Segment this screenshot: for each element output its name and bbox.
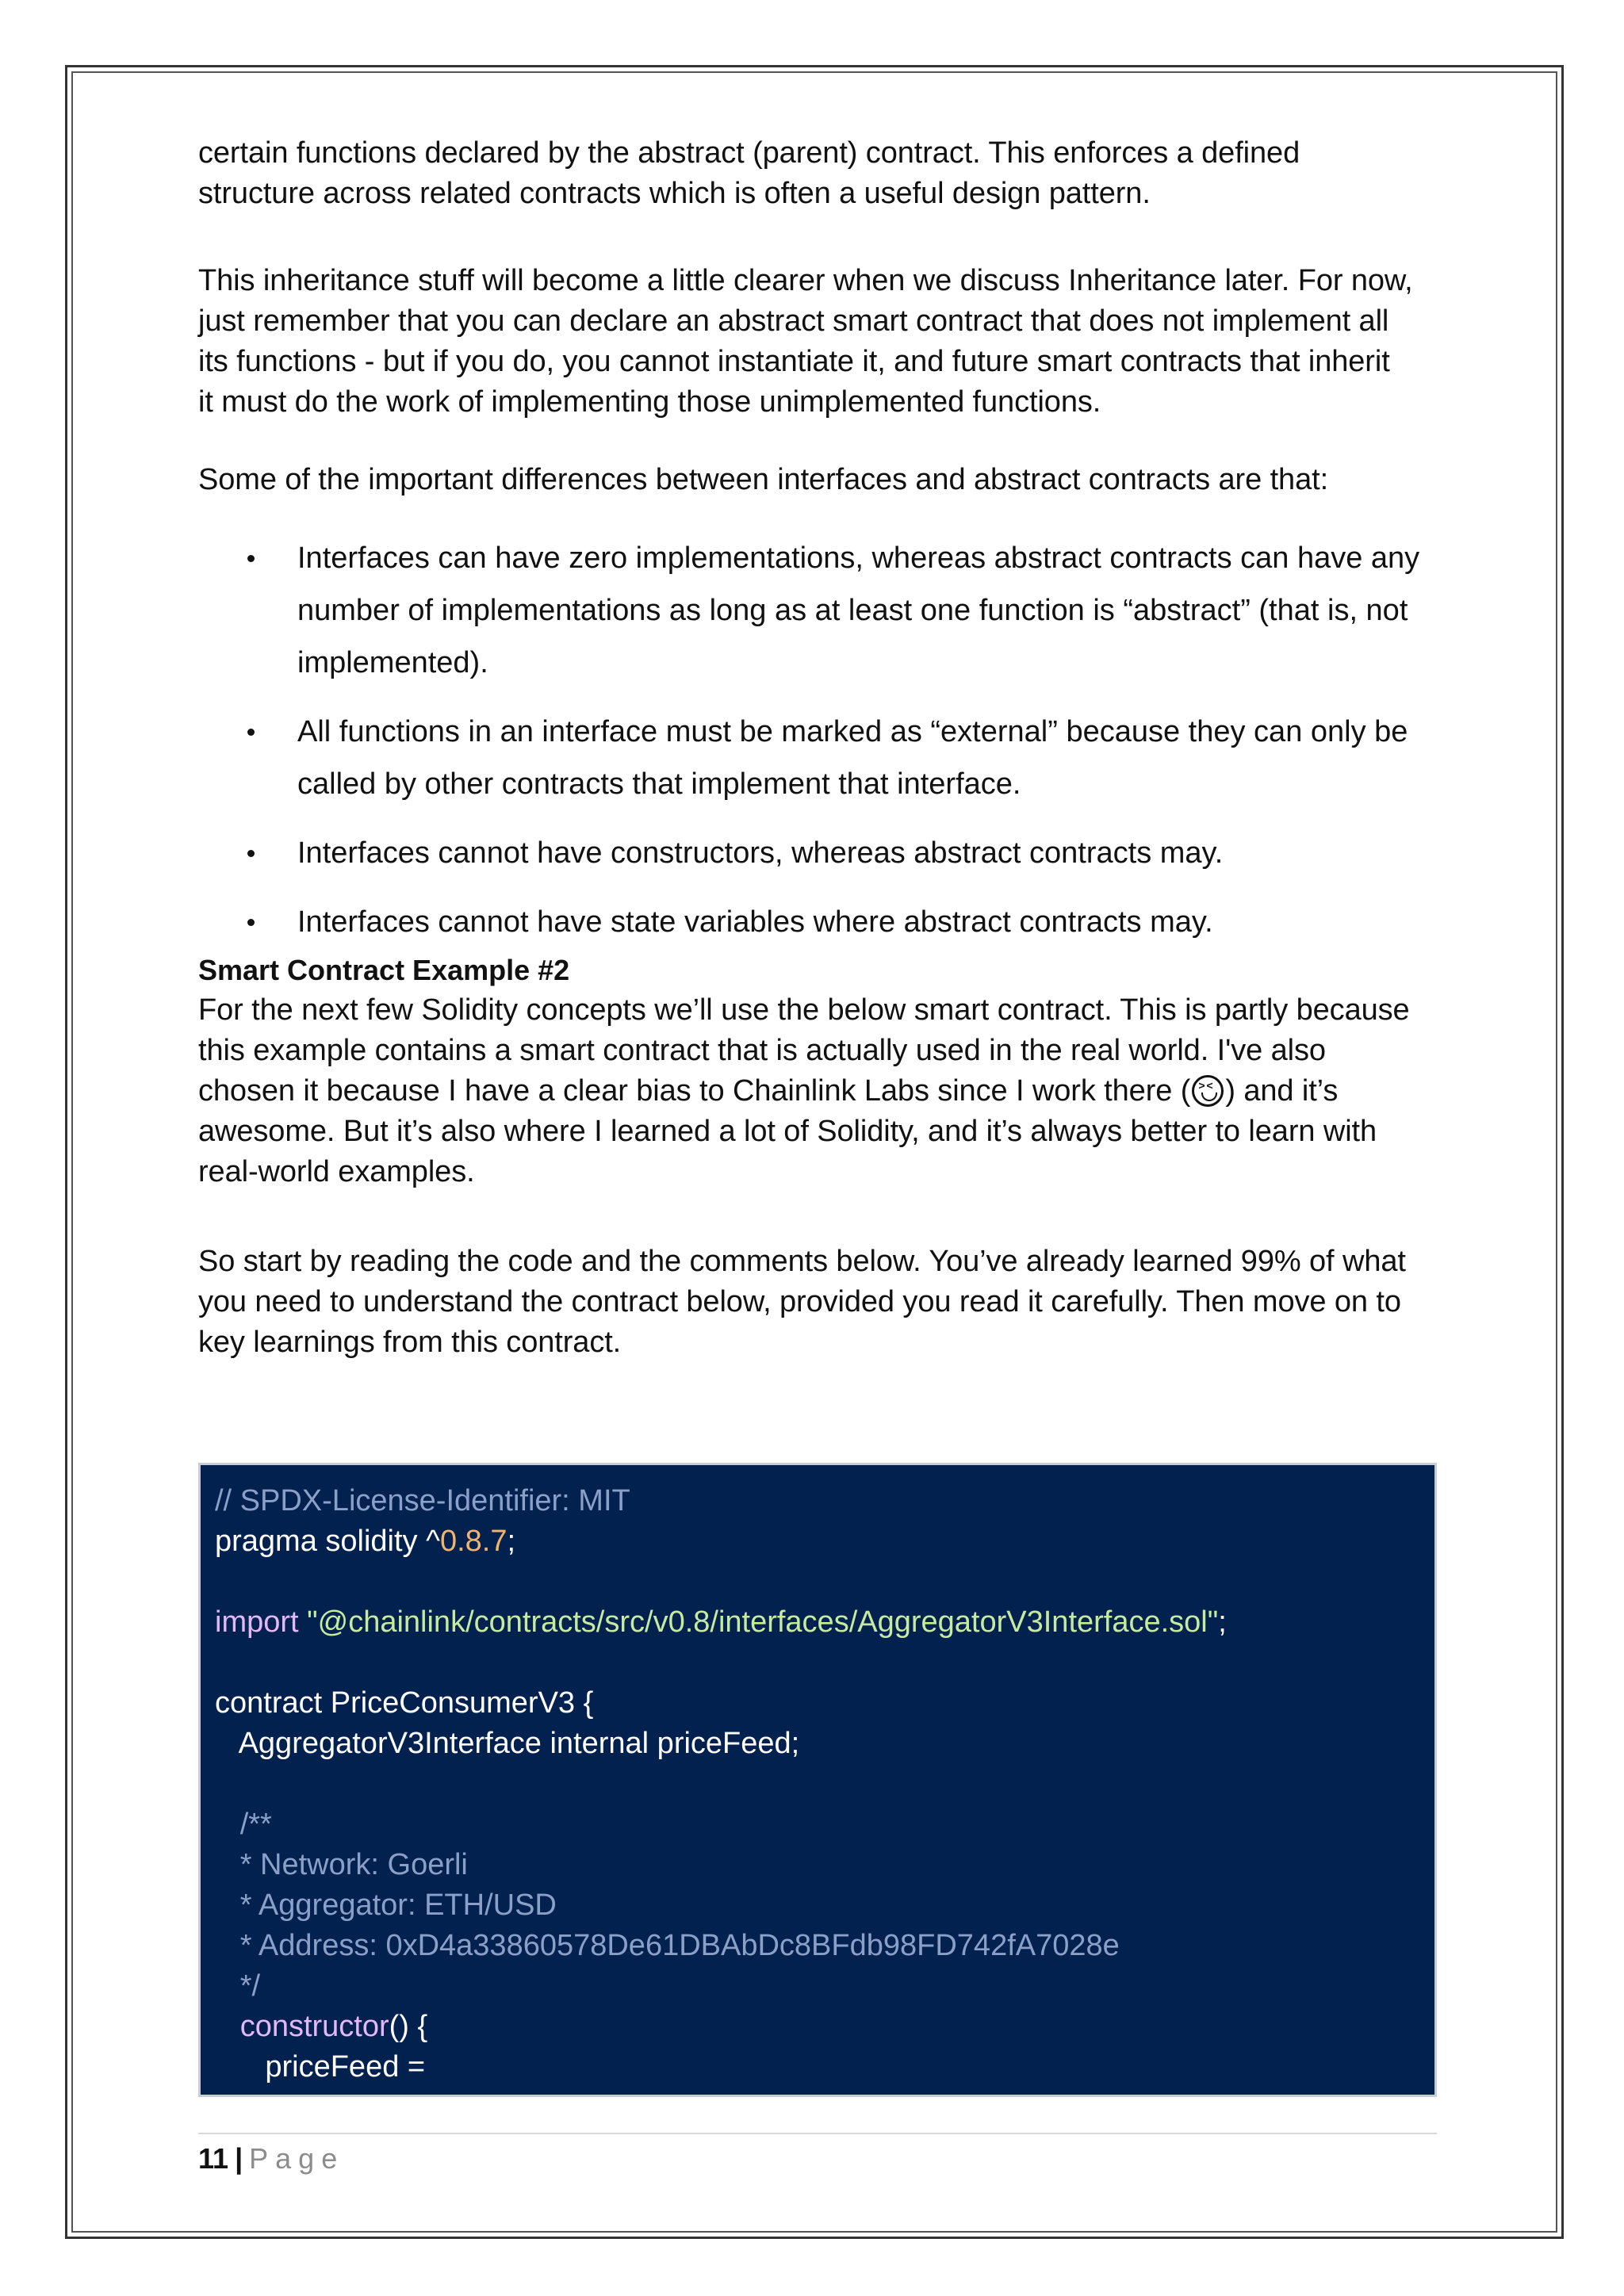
bullet-icon: [247, 850, 255, 857]
page-content: [198, 133, 1435, 1412]
code-import-path: "@chainlink/contracts/src/v0.8/interfaces/AggregatorV3Interface.sol": [307, 1605, 1219, 1639]
p4-line-2: this example contains a smart contract that is actually used in the real world. I've also: [198, 1034, 1326, 1067]
code-line-pricefeed-assign: [215, 2047, 1420, 2087]
p1-line-1: certain functions declared by the abstract (parent) contract. This enforces a defined: [198, 136, 1300, 170]
code-comment-open-text: /**: [239, 1808, 272, 1841]
paragraph-abstract-structure: [198, 133, 1435, 214]
code-constructor-keyword: constructor: [239, 2010, 389, 2043]
paragraph-differences-intro: Some of the important differences between interfaces and abstract contracts are that:: [198, 463, 1329, 496]
code-pragma-version: 0.8.7: [439, 1525, 508, 1558]
paragraph-example-intro: [198, 990, 1435, 1192]
footer-divider: [198, 2133, 1437, 2134]
bullet-4-line-1: Interfaces cannot have state variables where abstract contracts may.: [297, 905, 1213, 939]
p4-line-4: awesome. But it’s also where I learned a lot of Solidity, and it’s always better to learn with: [198, 1115, 1377, 1148]
code-block: [198, 1463, 1437, 2097]
p2-line-4: it must do the work of implementing those unimplemented functions.: [198, 385, 1101, 419]
p5-line-3: key learnings from this contract.: [198, 1326, 622, 1359]
differences-list: [198, 532, 1435, 948]
code-pricefeed-decl-text: AggregatorV3Interface internal priceFeed;: [238, 1727, 800, 1760]
code-line-contract: contract PriceConsumerV3 {: [215, 1686, 594, 1720]
code-line-pricefeed-decl: [215, 1724, 1420, 1764]
code-comment-address-text: * Address: 0xD4a33860578De61DBAbDc8BFdb98FD742fA7028e: [239, 1929, 1120, 1962]
list-item: [198, 532, 1435, 689]
code-line-import: [215, 1602, 1420, 1643]
p5-line-1: So start by reading the code and the comments below. You’ve already learned 99% of what: [198, 1245, 1406, 1278]
bullet-1-line-3: implemented).: [297, 646, 488, 679]
p4-line-5: real-world examples.: [198, 1155, 475, 1188]
code-pragma-end: ;: [507, 1525, 516, 1558]
section-heading: Smart Contract Example #2: [198, 954, 570, 986]
code-line-blank: [215, 1643, 1420, 1683]
code-import-end: ;: [1218, 1605, 1227, 1639]
list-item: [198, 827, 1435, 879]
p5-line-2: you need to understand the contract below, provided you read it carefully. Then move on to: [198, 1285, 1401, 1318]
page-number: 11: [198, 2142, 229, 2175]
page-footer: [198, 2139, 344, 2179]
code-comment-close-text: */: [239, 1969, 261, 2003]
code-line-comment-aggregator: [215, 1885, 1420, 1926]
page-label: Page: [249, 2142, 345, 2175]
p2-line-3: its functions - but if you do, you cannot instantiate it, and future smart contracts that inherit: [198, 345, 1390, 378]
p2-line-2: just remember that you can declare an abstract smart contract that does not implement all: [198, 304, 1389, 338]
code-comment-aggregator-text: * Aggregator: ETH/USD: [239, 1888, 557, 1922]
bullet-1-line-1: Interfaces can have zero implementations, whereas abstract contracts can have any: [297, 541, 1420, 575]
code-pricefeed-assign-text: priceFeed =: [265, 2050, 426, 2084]
code-line-pragma: [215, 1521, 1420, 1562]
paragraph-inheritance: [198, 261, 1435, 423]
code-line-license: // SPDX-License-Identifier: MIT: [215, 1484, 630, 1517]
bullet-1-line-2: number of implementations as long as at least one function is “abstract” (that is, not: [297, 594, 1408, 627]
code-line-comment-open: [215, 1804, 1420, 1845]
bullet-icon: [247, 555, 255, 562]
bullet-icon: [247, 919, 255, 926]
code-comment-network-text: * Network: Goerli: [239, 1848, 468, 1881]
code-pragma-text: pragma solidity ^: [215, 1525, 440, 1558]
code-line-comment-close: [215, 1966, 1420, 2007]
list-item: [198, 896, 1435, 948]
code-line-constructor: [215, 2007, 1420, 2047]
bullet-icon: [247, 729, 255, 736]
code-line-blank: [215, 1764, 1420, 1804]
footer-separator: |: [235, 2142, 243, 2175]
p2-line-1: This inheritance stuff will become a little clearer when we discuss Inheritance later. For now,: [198, 264, 1413, 297]
p4-line-3b: ) and it’s: [1225, 1074, 1339, 1108]
code-constructor-end: () {: [389, 2010, 428, 2043]
bullet-2-line-2: called by other contracts that implement that interface.: [297, 767, 1021, 801]
p4-line-1: For the next few Solidity concepts we’ll use the below smart contract. This is partly because: [198, 993, 1410, 1027]
paragraph-read-code: [198, 1242, 1435, 1363]
code-import-keyword: import: [215, 1605, 299, 1639]
bullet-2-line-1: All functions in an interface must be marked as “external” because they can only be: [297, 715, 1408, 748]
p1-line-2: structure across related contracts which is often a useful design pattern.: [198, 177, 1151, 210]
code-line-comment-address: [215, 1926, 1420, 1966]
laughing-face-icon: [1192, 1075, 1224, 1107]
p4-line-3a: chosen it because I have a clear bias to Chainlink Labs since I work there (: [198, 1074, 1191, 1108]
code-line-blank: [215, 1562, 1420, 1602]
list-item: [198, 706, 1435, 810]
code-line-comment-network: [215, 1845, 1420, 1885]
bullet-3-line-1: Interfaces cannot have constructors, whereas abstract contracts may.: [297, 836, 1224, 870]
